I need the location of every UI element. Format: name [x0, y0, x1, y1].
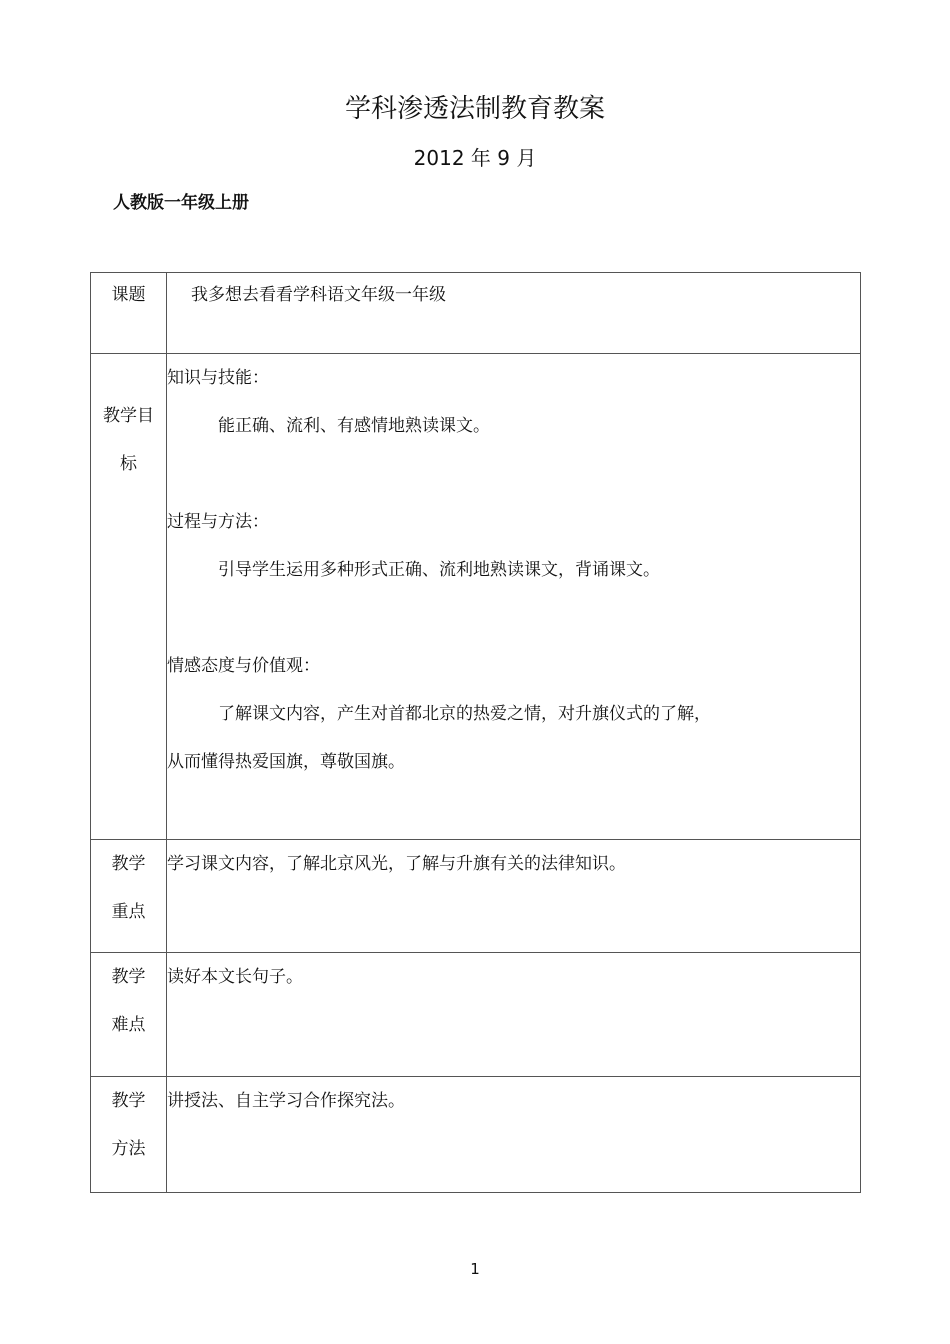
table-row-methods [91, 1077, 861, 1193]
knowledge-heading: 知识与技能： [167, 368, 269, 388]
emotion-heading: 情感态度与价值观： [167, 656, 320, 676]
objectives-content [167, 354, 861, 840]
document-title: 学科渗透法制教育教案 [344, 94, 605, 124]
lesson-plan-table [90, 272, 861, 1193]
difficulties-label: 教学 难点 [91, 953, 167, 1077]
emotion-text-line2: 从而懂得热爱国旗，尊敬国旗。 [167, 752, 405, 772]
methods-value: 讲授法、自主学习合作探究法。 [167, 1077, 861, 1193]
table-row-topic [91, 273, 861, 354]
textbook-edition: 人教版一年级上册 [113, 193, 249, 213]
page-number: 1 [470, 1260, 480, 1278]
process-text: 引导学生运用多种形式正确、流利地熟读课文，背诵课文。 [218, 560, 660, 580]
table-row-difficulties [91, 953, 861, 1077]
table-row-objectives [91, 354, 861, 840]
knowledge-text: 能正确、流利、有感情地熟读课文。 [218, 416, 490, 436]
table-row-key-points [91, 840, 861, 953]
difficulties-value: 读好本文长句子。 [167, 953, 861, 1077]
topic-label: 课题 [91, 273, 167, 354]
key-points-label: 教学 重点 [91, 840, 167, 953]
topic-value: 我多想去看看学科语文年级一年级 [167, 273, 861, 354]
key-points-value: 学习课文内容，了解北京风光，了解与升旗有关的法律知识。 [167, 840, 861, 953]
document-date: 2012 年 9 月 [413, 146, 537, 170]
process-heading: 过程与方法： [167, 512, 269, 532]
objectives-label: 教学目 标 [91, 354, 167, 840]
emotion-text-line1: 了解课文内容，产生对首都北京的热爱之情，对升旗仪式的了解， [218, 704, 711, 724]
methods-label: 教学 方法 [91, 1077, 167, 1193]
